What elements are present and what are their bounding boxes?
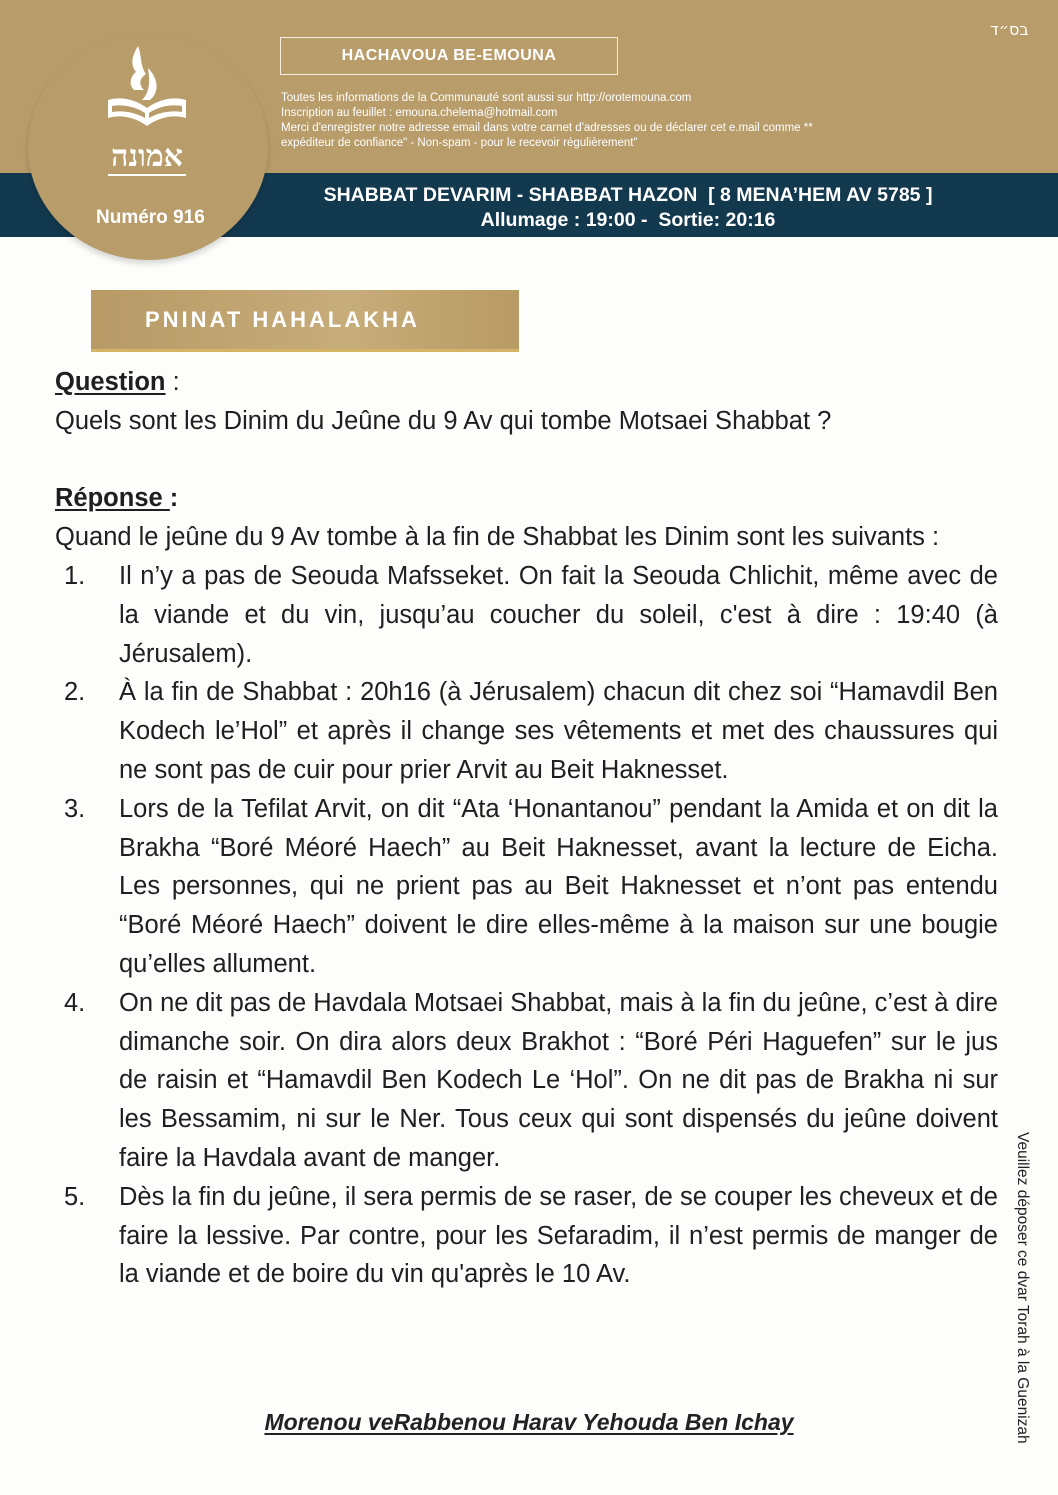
issue-number: Numéro 916 <box>96 207 205 228</box>
list-item <box>55 557 998 673</box>
emouna-logo-icon <box>98 38 196 188</box>
list-number: 4. <box>64 988 86 1017</box>
list-number: 5. <box>64 1182 86 1211</box>
list-item <box>55 673 998 789</box>
list-number: 1. <box>64 561 86 590</box>
newsletter-title: HACHAVOUA BE-EMOUNA <box>280 37 618 75</box>
shabbat-title: SHABBAT DEVARIM - SHABBAT HAZON [ 8 MENA’HEM AV 5785 ] <box>323 184 933 206</box>
list-item <box>55 1178 998 1294</box>
list-text: À la fin de Shabbat : 20h16 (à Jérusalem) chacun dit chez soi “Hamavdil Ben Kodech le’Hol” et après il change ses vêtements et met des chaussures qui ne sont pas de cuir pour prier Arvit au Beit Haknesset. <box>119 678 998 784</box>
info-line: Inscription au feuillet : emouna.chelema@hotmail.com <box>281 107 558 119</box>
info-line: Merci d'enregistrer notre adresse email dans votre carnet d'adresses ou de déclarer cet e.mail comme ** <box>281 122 813 134</box>
author-signature: Morenou veRabbenou Harav Yehouda Ben Ichay <box>264 1409 794 1435</box>
list-text: Dès la fin du jeûne, il sera permis de se raser, de se couper les cheveux et de faire la lessive. Par contre, pour les Sefaradim, il n’est permis de manger de la viande et de boire du vin qu'après le 10 Av. <box>119 1182 998 1289</box>
list-item <box>55 790 998 984</box>
list-text: Lors de la Tefilat Arvit, on dit “Ata ‘Honantanou” pendant la Amida et on dit la Brakha “Boré Méoré Haech” au Beit Haknesset, avant la lecture de Eicha. Les personnes, qui ne prient pas au Beit Haknesset et n’ont pas entendu “Boré Méoré Haech” doivent le dire elles-même à la maison sur une bougie qu’elles allument. <box>119 794 998 978</box>
section-label: PNINAT HAHALAKHA <box>91 290 519 352</box>
article-body <box>55 363 998 1294</box>
list-item <box>55 984 998 1178</box>
bsd-mark: בס״ד <box>990 20 1029 39</box>
info-line: Toutes les informations de la Communauté sont aussi sur http://orotemouna.com <box>281 92 692 104</box>
shabbat-info <box>258 183 998 233</box>
guenizah-note: Veuillez déposer ce dvar Torah à la Guenizah <box>1014 1132 1031 1444</box>
list-number: 2. <box>64 678 86 707</box>
rules-list <box>55 557 998 1294</box>
shabbat-times: Allumage : 19:00 - Sortie: 20:16 <box>480 209 776 231</box>
question-heading: Question : <box>55 368 180 396</box>
list-text: On ne dit pas de Havdala Motsaei Shabbat, mais à la fin du jeûne, c’est à dire dimanche soir. On dira alors deux Brakhot : “Boré Péri Haguefen” sur le jus de raisin et “Hamavdil Ben Kodech Le ‘Hol”. On ne dit pas de Brakha ni sur les Bessamim, ni sur le Ner. Tous ceux qui sont dispensés du jeûne doivent faire la Havdala avant de manger. <box>119 988 998 1172</box>
info-line: expéditeur de confiance" - Non-spam - pour le recevoir régulièrement" <box>281 137 638 149</box>
list-text: Il n’y a pas de Seouda Mafsseket. On fait la Seouda Chlichit, même avec de la viande et du vin, jusqu’au coucher du soleil, c'est à dire : 19:40 (à Jérusalem). <box>119 561 998 668</box>
answer-heading: Réponse : <box>55 484 179 513</box>
header-info <box>281 91 941 151</box>
list-number: 3. <box>64 794 86 823</box>
answer-intro: Quand le jeûne du 9 Av tombe à la fin de Shabbat les Dinim sont les suivants : <box>55 523 940 552</box>
svg-text:אמונה: אמונה <box>111 139 183 174</box>
question-text: Quels sont les Dinim du Jeûne du 9 Av qui tombe Motsaei Shabbat ? <box>55 406 832 435</box>
